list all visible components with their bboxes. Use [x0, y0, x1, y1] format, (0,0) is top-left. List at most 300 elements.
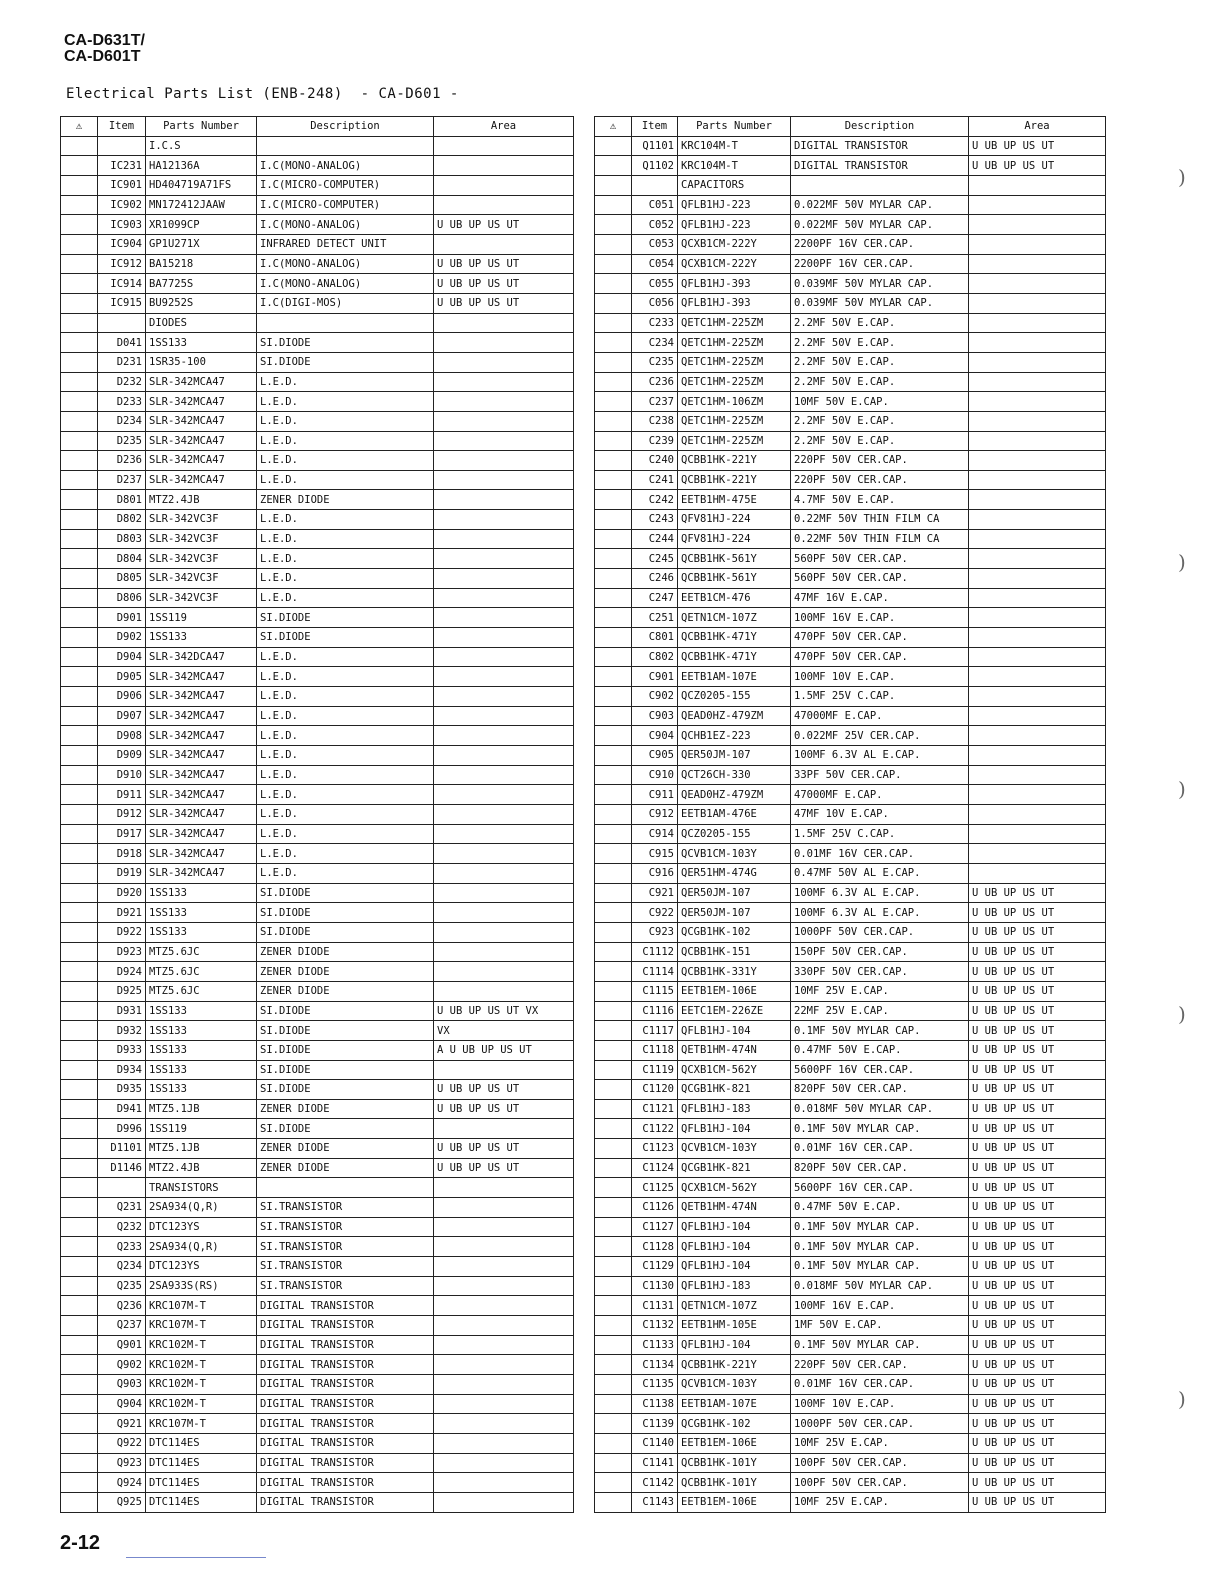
warning-cell — [595, 451, 632, 471]
item-cell: C922 — [632, 903, 678, 923]
warning-cell — [61, 333, 98, 353]
column-header-part-number: Parts Number — [146, 117, 257, 137]
warning-cell — [61, 883, 98, 903]
item-cell: C921 — [632, 883, 678, 903]
item-cell: C1123 — [632, 1139, 678, 1159]
description-cell: 5600PF 16V CER.CAP. — [791, 1178, 969, 1198]
table-row — [595, 1001, 1106, 1021]
description-cell: 100MF 6.3V AL E.CAP. — [791, 883, 969, 903]
area-cell — [969, 628, 1106, 648]
table-row — [595, 1158, 1106, 1178]
description-cell: 100MF 16V E.CAP. — [791, 1296, 969, 1316]
area-cell: U UB UP US UT — [969, 1198, 1106, 1218]
part-number-cell: BU9252S — [146, 293, 257, 313]
description-cell: 100MF 6.3V AL E.CAP. — [791, 746, 969, 766]
description-cell — [257, 136, 434, 156]
description-cell: 820PF 50V CER.CAP. — [791, 1080, 969, 1100]
part-number-cell: QFLB1HJ-223 — [678, 215, 791, 235]
warning-cell — [595, 1276, 632, 1296]
part-number-cell: EETB1EM-106E — [678, 1433, 791, 1453]
part-number-cell: QCBB1HK-471Y — [678, 647, 791, 667]
table-row — [595, 1276, 1106, 1296]
area-cell: U UB UP US UT — [969, 883, 1106, 903]
warning-cell — [61, 490, 98, 510]
warning-cell — [61, 1060, 98, 1080]
item-cell: D923 — [98, 942, 146, 962]
part-number-cell: BA7725S — [146, 274, 257, 294]
table-row — [595, 1453, 1106, 1473]
area-cell: U UB UP US UT — [969, 1394, 1106, 1414]
item-cell: D235 — [98, 431, 146, 451]
item-cell: C904 — [632, 726, 678, 746]
description-cell: 100MF 6.3V AL E.CAP. — [791, 903, 969, 923]
table-row — [595, 136, 1106, 156]
description-cell: 0.022MF 25V CER.CAP. — [791, 726, 969, 746]
area-cell: U UB UP US UT — [969, 1217, 1106, 1237]
area-cell — [969, 293, 1106, 313]
warning-cell — [61, 549, 98, 569]
item-cell: C1131 — [632, 1296, 678, 1316]
description-cell: 2.2MF 50V E.CAP. — [791, 352, 969, 372]
warning-cell — [595, 254, 632, 274]
warning-cell — [61, 588, 98, 608]
description-cell: 0.47MF 50V E.CAP. — [791, 1040, 969, 1060]
part-number-cell: KRC102M-T — [146, 1335, 257, 1355]
item-cell: D805 — [98, 569, 146, 589]
part-number-cell: KRC102M-T — [146, 1394, 257, 1414]
description-cell: 0.018MF 50V MYLAR CAP. — [791, 1099, 969, 1119]
description-cell: L.E.D. — [257, 588, 434, 608]
description-cell: 22MF 25V E.CAP. — [791, 1001, 969, 1021]
area-cell: U UB UP US UT — [969, 1355, 1106, 1375]
table-row — [61, 1355, 574, 1375]
part-number-cell: SLR-342VC3F — [146, 588, 257, 608]
part-number-cell: QCBB1HK-221Y — [678, 470, 791, 490]
table-row — [61, 1080, 574, 1100]
part-number-cell: QCBB1HK-561Y — [678, 569, 791, 589]
part-number-cell: SLR-342MCA47 — [146, 667, 257, 687]
item-cell: D904 — [98, 647, 146, 667]
table-row — [61, 922, 574, 942]
table-row — [595, 431, 1106, 451]
part-number-cell: EETB1EM-106E — [678, 981, 791, 1001]
warning-cell — [61, 1492, 98, 1512]
table-row — [595, 824, 1106, 844]
part-number-cell: QCZ0205-155 — [678, 687, 791, 707]
warning-cell — [595, 1198, 632, 1218]
warning-cell — [61, 352, 98, 372]
column-header-area: Area — [434, 117, 574, 137]
item-cell: C051 — [632, 195, 678, 215]
description-cell: 150PF 50V CER.CAP. — [791, 942, 969, 962]
warning-cell — [61, 274, 98, 294]
description-cell: I.C(MONO-ANALOG) — [257, 156, 434, 176]
area-cell — [969, 804, 1106, 824]
part-number-cell: 1SS133 — [146, 922, 257, 942]
item-cell: C902 — [632, 687, 678, 707]
part-number-cell: QCBB1HK-221Y — [678, 451, 791, 471]
item-cell: D925 — [98, 981, 146, 1001]
area-cell — [434, 785, 574, 805]
warning-cell — [61, 1316, 98, 1336]
table-row — [61, 1473, 574, 1493]
table-row — [61, 746, 574, 766]
warning-cell — [595, 156, 632, 176]
table-row — [61, 411, 574, 431]
parts-table-left-body — [61, 136, 574, 1512]
item-cell: D801 — [98, 490, 146, 510]
part-number-cell: QCXB1CM-222Y — [678, 234, 791, 254]
warning-cell — [595, 1335, 632, 1355]
area-cell — [434, 1237, 574, 1257]
item-cell: C245 — [632, 549, 678, 569]
model-title-line2: CA-D601T — [64, 48, 141, 65]
part-number-cell: QCBB1HK-101Y — [678, 1473, 791, 1493]
table-row — [595, 844, 1106, 864]
table-row — [595, 588, 1106, 608]
item-cell: D933 — [98, 1040, 146, 1060]
description-cell: SI.TRANSISTOR — [257, 1276, 434, 1296]
part-number-cell: QFLB1HJ-393 — [678, 274, 791, 294]
description-cell: L.E.D. — [257, 765, 434, 785]
item-cell: D041 — [98, 333, 146, 353]
table-row — [595, 647, 1106, 667]
table-row — [61, 1394, 574, 1414]
item-cell: C1126 — [632, 1198, 678, 1218]
item-cell: D901 — [98, 608, 146, 628]
table-row — [61, 765, 574, 785]
warning-cell — [595, 1021, 632, 1041]
part-number-cell: QETN1CM-107Z — [678, 1296, 791, 1316]
warning-cell — [595, 1237, 632, 1257]
warning-cell — [595, 1257, 632, 1277]
area-cell — [969, 588, 1106, 608]
safety-warning-icon: ⚠ — [61, 117, 98, 137]
part-number-cell: SLR-342MCA47 — [146, 726, 257, 746]
table-header-row — [61, 117, 574, 137]
item-cell: IC901 — [98, 175, 146, 195]
description-cell: 820PF 50V CER.CAP. — [791, 1158, 969, 1178]
description-cell: SI.TRANSISTOR — [257, 1198, 434, 1218]
table-row — [61, 1237, 574, 1257]
column-header-part-number: Parts Number — [678, 117, 791, 137]
part-number-cell: DTC114ES — [146, 1473, 257, 1493]
warning-cell — [61, 1158, 98, 1178]
warning-cell — [61, 293, 98, 313]
part-number-cell: SLR-342MCA47 — [146, 451, 257, 471]
part-number-cell: QCBB1HK-471Y — [678, 628, 791, 648]
part-number-cell: GP1U271X — [146, 234, 257, 254]
item-cell: D932 — [98, 1021, 146, 1041]
item-cell: Q234 — [98, 1257, 146, 1277]
part-number-cell: XR1099CP — [146, 215, 257, 235]
table-row — [61, 333, 574, 353]
area-cell — [434, 451, 574, 471]
table-row — [595, 1375, 1106, 1395]
table-row — [61, 451, 574, 471]
table-row — [61, 195, 574, 215]
part-number-cell: QETC1HM-225ZM — [678, 411, 791, 431]
description-cell: L.E.D. — [257, 569, 434, 589]
parts-table-right — [594, 116, 1106, 1513]
warning-cell — [61, 667, 98, 687]
description-cell: 470PF 50V CER.CAP. — [791, 628, 969, 648]
description-cell: ZENER DIODE — [257, 1099, 434, 1119]
part-number-cell: 1SS133 — [146, 1040, 257, 1060]
area-cell — [969, 667, 1106, 687]
area-cell — [969, 490, 1106, 510]
table-row — [595, 981, 1106, 1001]
part-number-cell: QCBB1HK-151 — [678, 942, 791, 962]
description-cell: DIGITAL TRANSISTOR — [257, 1414, 434, 1434]
table-row — [595, 706, 1106, 726]
warning-cell — [595, 1433, 632, 1453]
description-cell: 0.018MF 50V MYLAR CAP. — [791, 1276, 969, 1296]
area-cell — [434, 1316, 574, 1336]
area-cell — [969, 352, 1106, 372]
area-cell — [969, 333, 1106, 353]
area-cell — [434, 628, 574, 648]
area-cell — [969, 824, 1106, 844]
item-cell: IC912 — [98, 254, 146, 274]
area-cell — [969, 785, 1106, 805]
description-cell: 220PF 50V CER.CAP. — [791, 470, 969, 490]
warning-cell — [595, 765, 632, 785]
table-row — [61, 903, 574, 923]
description-cell: L.E.D. — [257, 726, 434, 746]
item-cell: Q233 — [98, 1237, 146, 1257]
area-cell — [434, 687, 574, 707]
warning-cell — [595, 569, 632, 589]
table-row — [61, 1257, 574, 1277]
part-number-cell: HD404719A71FS — [146, 175, 257, 195]
item-cell: C1141 — [632, 1453, 678, 1473]
description-cell: SI.DIODE — [257, 1021, 434, 1041]
part-number-cell: EETB1AM-107E — [678, 1394, 791, 1414]
warning-cell — [61, 962, 98, 982]
description-cell: SI.DIODE — [257, 922, 434, 942]
area-cell — [434, 1178, 574, 1198]
area-cell — [434, 372, 574, 392]
table-row — [595, 1492, 1106, 1512]
description-cell: L.E.D. — [257, 451, 434, 471]
description-cell: DIGITAL TRANSISTOR — [257, 1492, 434, 1512]
part-number-cell: 1SS133 — [146, 883, 257, 903]
description-cell: DIGITAL TRANSISTOR — [257, 1375, 434, 1395]
description-cell: 0.22MF 50V THIN FILM CA — [791, 529, 969, 549]
table-row — [595, 549, 1106, 569]
description-cell: 0.01MF 16V CER.CAP. — [791, 844, 969, 864]
column-header-item: Item — [632, 117, 678, 137]
warning-cell — [595, 785, 632, 805]
area-cell — [969, 215, 1106, 235]
warning-cell — [61, 942, 98, 962]
area-cell — [434, 746, 574, 766]
area-cell: U UB UP US UT — [434, 1099, 574, 1119]
description-cell: L.E.D. — [257, 411, 434, 431]
part-number-cell: QER50JM-107 — [678, 746, 791, 766]
table-row — [61, 254, 574, 274]
parts-list-title: Electrical Parts List (ENB-248) - CA-D601 - — [66, 86, 459, 102]
warning-cell — [61, 234, 98, 254]
area-cell — [434, 883, 574, 903]
description-cell: 0.022MF 50V MYLAR CAP. — [791, 215, 969, 235]
column-header-area: Area — [969, 117, 1106, 137]
table-row — [61, 1276, 574, 1296]
part-number-cell: QCZ0205-155 — [678, 824, 791, 844]
warning-cell — [595, 883, 632, 903]
description-cell: 330PF 50V CER.CAP. — [791, 962, 969, 982]
table-row — [595, 1237, 1106, 1257]
description-cell: 560PF 50V CER.CAP. — [791, 549, 969, 569]
item-cell: D232 — [98, 372, 146, 392]
area-cell — [434, 333, 574, 353]
warning-cell — [595, 392, 632, 412]
safety-warning-icon: ⚠ — [595, 117, 632, 137]
item-cell: C923 — [632, 922, 678, 942]
item-cell: IC914 — [98, 274, 146, 294]
warning-cell — [595, 510, 632, 530]
table-row — [61, 136, 574, 156]
area-cell — [434, 1335, 574, 1355]
part-number-cell: QETC1HM-225ZM — [678, 372, 791, 392]
description-cell: 0.47MF 50V E.CAP. — [791, 1198, 969, 1218]
area-cell: A U UB UP US UT — [434, 1040, 574, 1060]
warning-cell — [595, 1394, 632, 1414]
table-row — [61, 1099, 574, 1119]
description-cell: I.C(MONO-ANALOG) — [257, 254, 434, 274]
description-cell: SI.DIODE — [257, 1040, 434, 1060]
table-row — [595, 765, 1106, 785]
part-number-cell: QFV81HJ-224 — [678, 510, 791, 530]
item-cell — [98, 1178, 146, 1198]
description-cell: 0.022MF 50V MYLAR CAP. — [791, 195, 969, 215]
area-cell — [969, 608, 1106, 628]
item-cell: C1124 — [632, 1158, 678, 1178]
part-number-cell: SLR-342VC3F — [146, 510, 257, 530]
area-cell: U UB UP US UT VX — [434, 1001, 574, 1021]
description-cell: 2.2MF 50V E.CAP. — [791, 372, 969, 392]
part-number-cell: SLR-342MCA47 — [146, 824, 257, 844]
part-number-cell: QER50JM-107 — [678, 903, 791, 923]
part-number-cell: KRC102M-T — [146, 1375, 257, 1395]
part-number-cell: QFLB1HJ-183 — [678, 1276, 791, 1296]
area-cell — [434, 1276, 574, 1296]
table-row — [61, 667, 574, 687]
area-cell — [434, 1375, 574, 1395]
warning-cell — [61, 1021, 98, 1041]
area-cell — [434, 844, 574, 864]
item-cell: C903 — [632, 706, 678, 726]
table-row — [595, 195, 1106, 215]
description-cell: DIGITAL TRANSISTOR — [791, 136, 969, 156]
item-cell: D921 — [98, 903, 146, 923]
warning-cell — [61, 431, 98, 451]
part-number-cell: QETB1HM-474N — [678, 1198, 791, 1218]
item-cell: D234 — [98, 411, 146, 431]
table-row — [61, 687, 574, 707]
item-cell: D909 — [98, 746, 146, 766]
part-number-cell: SLR-342MCA47 — [146, 765, 257, 785]
description-cell: L.E.D. — [257, 706, 434, 726]
area-cell: U UB UP US UT — [969, 922, 1106, 942]
warning-cell — [61, 156, 98, 176]
warning-cell — [61, 1414, 98, 1434]
item-cell: C235 — [632, 352, 678, 372]
area-cell: U UB UP US UT — [969, 1178, 1106, 1198]
table-row — [61, 844, 574, 864]
table-row — [61, 549, 574, 569]
warning-cell — [595, 726, 632, 746]
description-cell: L.E.D. — [257, 431, 434, 451]
warning-cell — [61, 1257, 98, 1277]
warning-cell — [595, 352, 632, 372]
item-cell: D803 — [98, 529, 146, 549]
table-row — [595, 1257, 1106, 1277]
item-cell: Q903 — [98, 1375, 146, 1395]
warning-cell — [61, 1198, 98, 1218]
warning-cell — [61, 372, 98, 392]
part-number-cell: MTZ5.1JB — [146, 1139, 257, 1159]
description-cell: 5600PF 16V CER.CAP. — [791, 1060, 969, 1080]
item-cell: C1119 — [632, 1060, 678, 1080]
table-row — [595, 1335, 1106, 1355]
item-cell: C1120 — [632, 1080, 678, 1100]
item-cell: D804 — [98, 549, 146, 569]
warning-cell — [595, 234, 632, 254]
warning-cell — [595, 1099, 632, 1119]
area-cell — [434, 470, 574, 490]
part-number-cell: EETB1AM-476E — [678, 804, 791, 824]
table-row — [595, 352, 1106, 372]
part-number-cell: QCHB1EZ-223 — [678, 726, 791, 746]
table-row — [61, 1158, 574, 1178]
warning-cell — [61, 981, 98, 1001]
warning-cell — [595, 746, 632, 766]
part-number-cell: EETB1AM-107E — [678, 667, 791, 687]
warning-cell — [595, 844, 632, 864]
item-cell: IC915 — [98, 293, 146, 313]
table-row — [61, 431, 574, 451]
description-cell: 2.2MF 50V E.CAP. — [791, 333, 969, 353]
item-cell: C905 — [632, 746, 678, 766]
item-cell: D802 — [98, 510, 146, 530]
table-row — [595, 313, 1106, 333]
table-row — [595, 883, 1106, 903]
part-number-cell: KRC102M-T — [146, 1355, 257, 1375]
part-number-cell: KRC107M-T — [146, 1414, 257, 1434]
item-cell: Q1102 — [632, 156, 678, 176]
area-cell — [434, 1492, 574, 1512]
area-cell — [969, 392, 1106, 412]
table-row — [595, 863, 1106, 883]
description-cell — [791, 175, 969, 195]
warning-cell — [61, 1099, 98, 1119]
item-cell: D236 — [98, 451, 146, 471]
area-cell — [434, 431, 574, 451]
area-cell — [969, 844, 1106, 864]
table-row — [595, 1217, 1106, 1237]
description-cell: DIGITAL TRANSISTOR — [257, 1355, 434, 1375]
part-number-cell: 2SA934(Q,R) — [146, 1198, 257, 1218]
item-cell: C246 — [632, 569, 678, 589]
warning-cell — [595, 804, 632, 824]
table-row — [61, 981, 574, 1001]
table-row — [61, 175, 574, 195]
table-row — [61, 1217, 574, 1237]
description-cell: 100PF 50V CER.CAP. — [791, 1473, 969, 1493]
part-number-cell: TRANSISTORS — [146, 1178, 257, 1198]
